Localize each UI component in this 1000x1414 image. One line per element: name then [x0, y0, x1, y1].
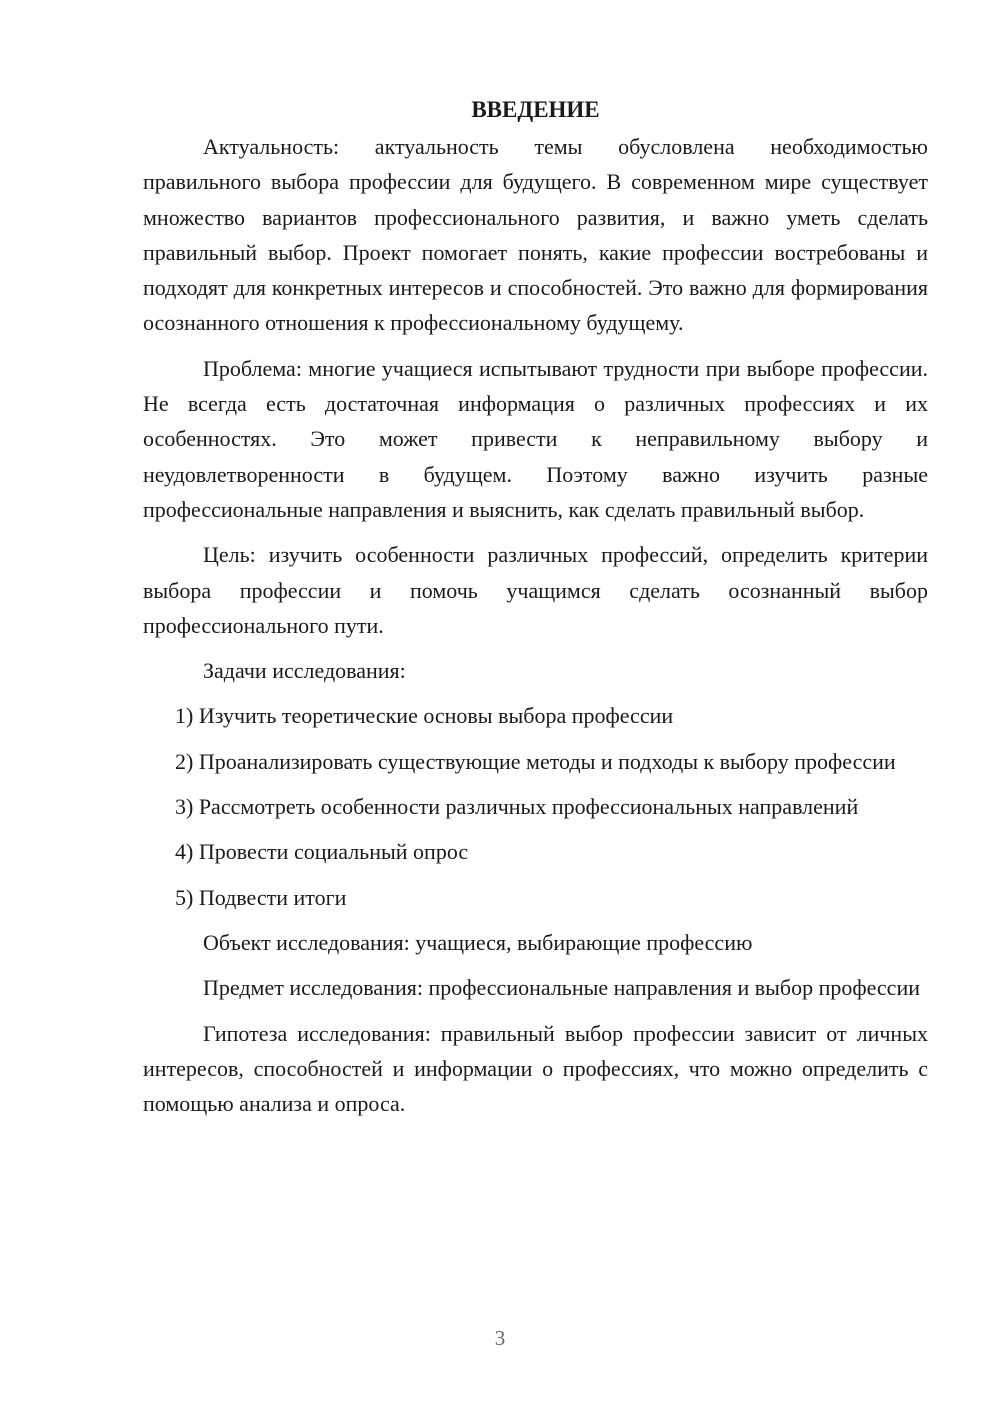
- hypothesis-paragraph: Гипотеза исследования: правильный выбор профессии зависит от личных интересов, способностей и информации о профессиях, что можно определить с помощью анализа и опроса.: [143, 1020, 928, 1117]
- task-item-5: 5) Подвести итоги: [175, 884, 347, 910]
- task-item-2: 2) Проанализировать существующие методы и подходы к выбору профессии: [175, 748, 896, 774]
- subject-paragraph: Предмет исследования: профессиональные направления и выбор профессии: [203, 975, 920, 1001]
- tasks-heading: Задачи исследования:: [203, 658, 406, 684]
- problem-paragraph: Проблема: многие учащиеся испытывают трудности при выборе профессии. Не всегда есть достаточная информация о различных профессиях и их особенностях. Это может привести к неправильному выбору и неудовлетворенности в будущем. Поэтому важно изучить разные профессиональные направления и выяснить, как сделать правильный выбор.: [143, 355, 928, 522]
- task-item-4: 4) Провести социальный опрос: [175, 839, 469, 865]
- section-title: ВВЕДЕНИЕ: [471, 97, 600, 122]
- relevance-paragraph: Актуальность: актуальность темы обусловлена необходимостью правильного выбора профессии для будущего. В современном мире существует множество вариантов профессионального развития, и важно уметь сделать правильный выбор. Проект помогает понять, какие профессии востребованы и подходят для конкретных интересов и способностей. Это важно для формирования осознанного отношения к профессиональному будущему.: [143, 134, 928, 336]
- task-item-1: 1) Изучить теоретические основы выбора профессии: [175, 703, 674, 729]
- goal-paragraph: Цель: изучить особенности различных профессий, определить критерии выбора профессии и помочь учащимся сделать осознанный выбор профессионального пути.: [143, 542, 928, 638]
- document-page: [143, 92, 928, 1131]
- task-item-3: 3) Рассмотреть особенности различных профессиональных направлений: [175, 794, 859, 820]
- page-number: 3: [494, 1326, 506, 1350]
- object-paragraph: Объект исследования: учащиеся, выбирающие профессию: [203, 929, 753, 955]
